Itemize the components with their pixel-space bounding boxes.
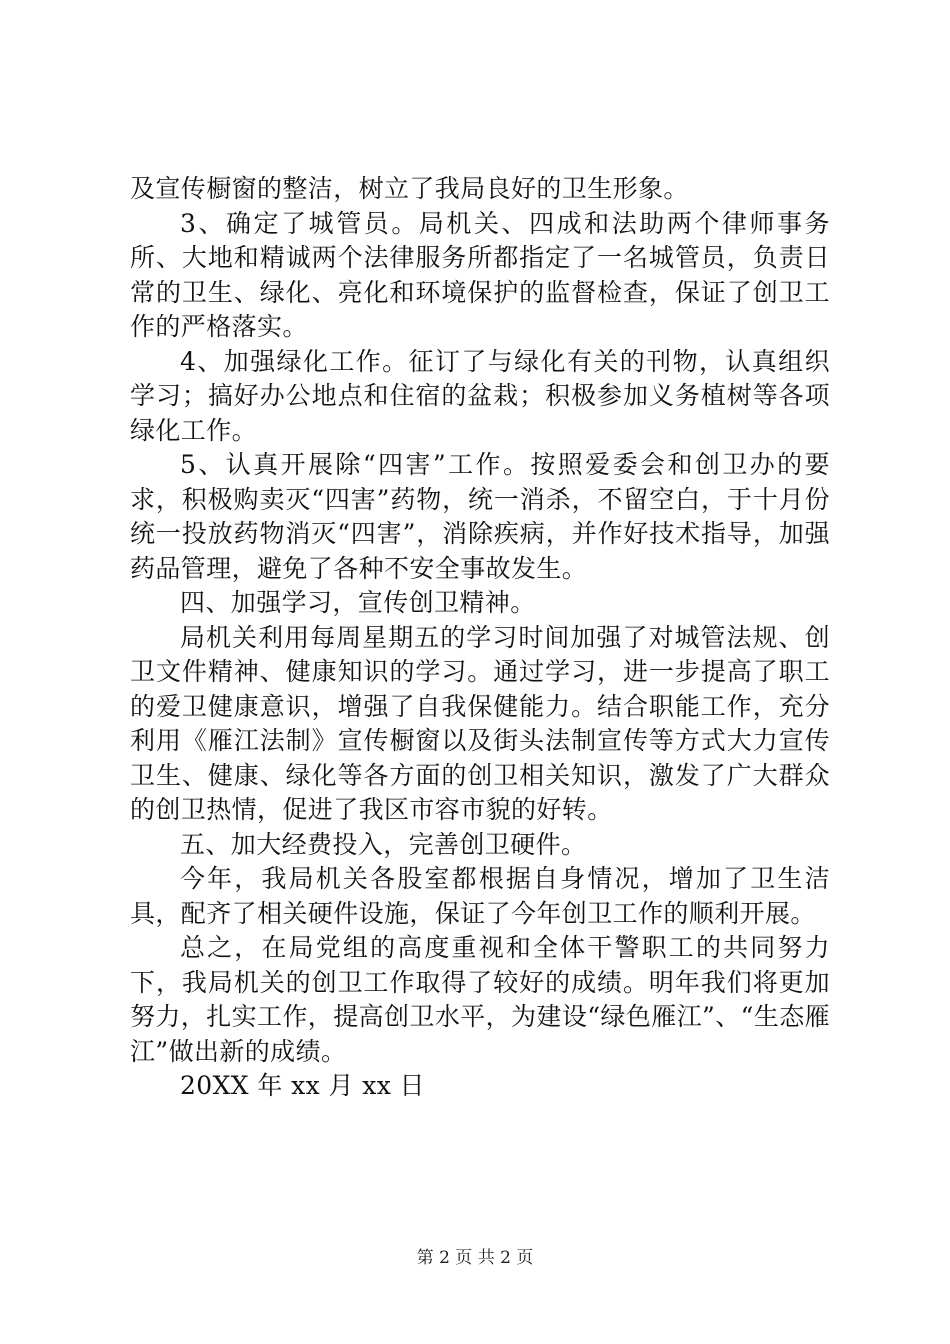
paragraph-summary: 总之，在局党组的高度重视和全体干警职工的共同努力下，我局机关的创卫工作取得了较好的成绩。明年我们将更加努力，扎实工作，提高创卫水平，为建设“绿色雁江”、“生态雁江”做出新的成绩。 [130,933,830,1066]
paragraph-continuation: 及宣传橱窗的整洁，树立了我局良好的卫生形象。 [130,174,689,203]
paragraph-item-3: 3、确定了城管员。局机关、四成和法助两个律师事务所、大地和精诚两个法律服务所都指定了一名城管员，负责日常的卫生、绿化、亮化和环境保护的监督检查，保证了创卫工作的严格落实。 [130,208,830,341]
paragraph-study: 局机关利用每周星期五的学习时间加强了对城管法规、创卫文件精神、健康知识的学习。通过学习，进一步提高了职工的爱卫健康意识，增强了自我保健能力。结合职能工作，充分利用《雁江法制》宣传橱窗以及街头法制宣传等方式大力宣传卫生、健康、绿化等各方面的创卫相关知识，激发了广大群众的创卫热情，促进了我区市容市貌的好转。 [130,622,830,824]
document-body [130,172,830,1104]
paragraph-funding: 今年，我局机关各股室都根据自身情况，增加了卫生洁具，配齐了相关硬件设施，保证了今年创卫工作的顺利开展。 [130,864,830,928]
paragraph-item-5: 5、认真开展除“四害”工作。按照爱委会和创卫办的要求，积极购卖灭“四害”药物，统一消杀，不留空白，于十月份统一投放药物消灭“四害”，消除疾病，并作好技术指导，加强药品管理，避免了各种不安全事故发生。 [130,450,830,583]
paragraph-item-4: 4、加强绿化工作。征订了与绿化有关的刊物，认真组织学习；搞好办公地点和住宿的盆栽；积极参加义务植树等各项绿化工作。 [130,346,830,445]
page-number-footer: 第 2 页 共 2 页 [416,1248,534,1268]
section-heading-5: 五、加大经费投入，完善创卫硬件。 [180,829,587,859]
document-date: 20XX 年 xx 月 xx 日 [180,1071,425,1100]
section-heading-4: 四、加强学习，宣传创卫精神。 [180,588,536,617]
